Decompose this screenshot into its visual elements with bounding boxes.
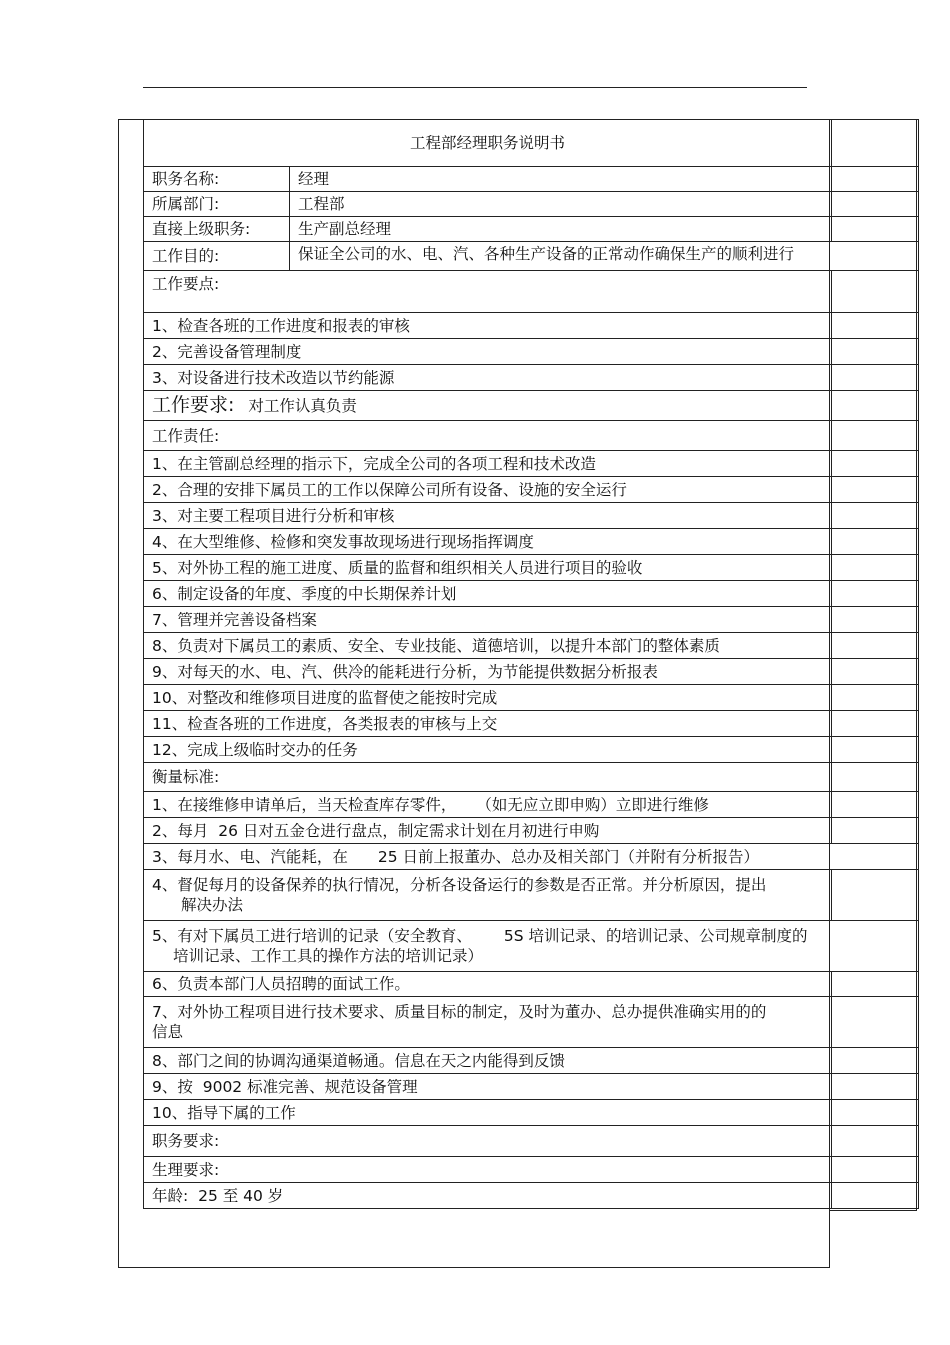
list-item — [144, 997, 832, 1048]
requirement-row — [144, 391, 832, 421]
superior-label: 直接上级职务: — [144, 217, 290, 242]
list-item: 11、检查各班的工作进度，各类报表的审核与上交 — [144, 711, 832, 737]
list-item: 4、在大型维修、检修和突发事故现场进行现场指挥调度 — [144, 529, 832, 555]
blank-cell — [832, 1100, 919, 1126]
header-rule — [143, 87, 807, 88]
list-item: 2、完善设备管理制度 — [144, 339, 832, 365]
job-name-value: 经理 — [290, 167, 832, 192]
blank-cell — [832, 685, 919, 711]
standard-7-line-1: 7、对外协工程项目进行技术要求、质量目标的制定，及时为董办、总办提供准确实用的的 — [152, 1003, 767, 1021]
blank-cell — [832, 313, 919, 339]
list-item: 1、在主管副总经理的指示下，完成全公司的各项工程和技术改造 — [144, 451, 832, 477]
blank-cell — [832, 1048, 919, 1074]
list-item: 10、对整改和维修项目进度的监督使之能按时完成 — [144, 685, 832, 711]
blank-cell — [832, 607, 919, 633]
blank-cell — [832, 477, 919, 503]
list-item: 6、制定设备的年度、季度的中长期保养计划 — [144, 581, 832, 607]
blank-cell — [832, 659, 919, 685]
standards-heading: 衡量标准: — [144, 763, 832, 792]
standard-5-line-2: 培训记录、工作工具的操作方法的培训记录） — [173, 947, 484, 965]
responsibilities-heading: 工作责任: — [144, 421, 832, 451]
blank-cell — [832, 792, 919, 818]
page-title: 工程部经理职务说明书 — [144, 120, 832, 167]
list-item — [144, 844, 919, 870]
blank-cell — [832, 529, 919, 555]
list-item: 9、对每天的水、电、汽、供冷的能耗进行分析，为节能提供数据分析报表 — [144, 659, 832, 685]
list-item: 9、按 9002 标准完善、规范设备管理 — [144, 1074, 832, 1100]
key-points-heading: 工作要点: — [144, 271, 832, 313]
list-item: 8、部门之间的协调沟通渠道畅通。信息在天之内能得到反馈 — [144, 1048, 832, 1074]
blank-cell — [832, 271, 919, 313]
physical-requirements-label: 生理要求: — [144, 1157, 832, 1183]
requirement-label: 工作要求: — [152, 394, 235, 416]
standard-5-line-1b: 5S 培训记录、的培训记录、公司规章制度的 — [503, 927, 808, 945]
blank-cell — [832, 997, 919, 1048]
list-item: 1、检查各班的工作进度和报表的审核 — [144, 313, 832, 339]
blank-cell — [832, 581, 919, 607]
list-item: 3、对设备进行技术改造以节约能源 — [144, 365, 832, 391]
standard-3-part-a: 3、每月水、电、汽能耗，在 — [152, 847, 348, 866]
list-item — [144, 921, 919, 972]
blank-cell — [832, 711, 919, 737]
blank-cell — [832, 365, 919, 391]
goal-label: 工作目的: — [144, 242, 290, 271]
standard-4-line-2: 解决办法 — [181, 896, 244, 914]
blank-cell — [832, 421, 919, 451]
blank-cell — [832, 391, 919, 421]
blank-cell — [832, 818, 919, 844]
blank-cell — [832, 1074, 919, 1100]
standard-1-part-b: （如无应立即申购）立即进行维修 — [476, 795, 709, 814]
blank-cell — [832, 339, 919, 365]
job-description-table — [143, 119, 919, 1209]
blank-cell — [832, 633, 919, 659]
blank-cell — [832, 1157, 919, 1183]
blank-cell — [832, 120, 919, 167]
list-item — [144, 870, 832, 921]
standard-5-line-1a: 5、有对下属员工进行培训的记录（安全教育、 — [152, 927, 472, 945]
blank-cell — [832, 870, 919, 921]
blank-cell — [832, 737, 919, 763]
blank-cell — [832, 555, 919, 581]
blank-cell — [832, 1183, 919, 1209]
blank-cell — [832, 167, 919, 192]
list-item: 2、合理的安排下属员工的工作以保障公司所有设备、设施的安全运行 — [144, 477, 832, 503]
age-requirement: 年龄: 25 至 40 岁 — [144, 1183, 832, 1209]
list-item: 2、每月 26 日对五金仓进行盘点，制定需求计划在月初进行申购 — [144, 818, 832, 844]
job-requirements-heading: 职务要求: — [144, 1126, 832, 1157]
blank-cell — [832, 972, 919, 997]
blank-cell — [832, 451, 919, 477]
blank-cell — [832, 192, 919, 217]
list-item: 7、管理并完善设备档案 — [144, 607, 832, 633]
blank-cell — [832, 503, 919, 529]
list-item — [144, 792, 832, 818]
superior-value: 生产副总经理 — [290, 217, 832, 242]
standard-7-line-2: 信息 — [152, 1023, 184, 1041]
blank-cell — [832, 1126, 919, 1157]
standard-4-line-1: 4、督促每月的设备保养的执行情况，分析各设备运行的参数是否正常。并分析原因，提出 — [152, 876, 767, 894]
list-item: 3、对主要工程项目进行分析和审核 — [144, 503, 832, 529]
list-item: 8、负责对下属员工的素质、安全、专业技能、道德培训，以提升本部门的整体素质 — [144, 633, 832, 659]
standard-1-part-a: 1、在接维修申请单后，当天检查库存零件， — [152, 795, 457, 814]
list-item: 12、完成上级临时交办的任务 — [144, 737, 832, 763]
list-item: 5、对外协工程的施工进度、质量的监督和组织相关人员进行项目的验收 — [144, 555, 832, 581]
blank-cell — [832, 217, 919, 242]
job-name-label: 职务名称: — [144, 167, 290, 192]
goal-value: 保证全公司的水、电、汽、各种生产设备的正常动作确保生产的顺利进行 — [290, 242, 919, 271]
dept-label: 所属部门: — [144, 192, 290, 217]
blank-cell — [832, 763, 919, 792]
list-item: 10、指导下属的工作 — [144, 1100, 832, 1126]
standard-3-part-b: 25 日前上报董办、总办及相关部门（并附有分析报告） — [377, 847, 760, 866]
dept-value: 工程部 — [290, 192, 832, 217]
list-item: 6、负责本部门人员招聘的面试工作。 — [144, 972, 832, 997]
requirement-text: 对工作认真负责 — [248, 397, 357, 415]
